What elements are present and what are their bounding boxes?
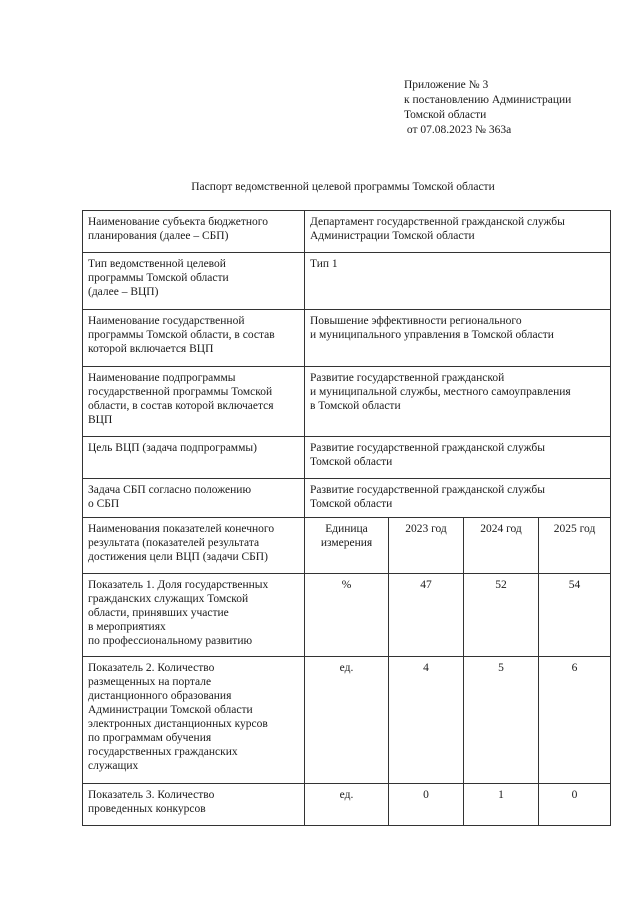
row-value: Развитие государственной гражданской и муниципальной службы, местного самоуправления в Томской области — [305, 367, 611, 437]
indicator-value-2025: 54 — [539, 574, 611, 657]
indicator-value-2023: 4 — [389, 657, 464, 784]
row-value: Развитие государственной гражданской службы Томской области — [305, 437, 611, 479]
indicator-value-2024: 5 — [464, 657, 539, 784]
row-label: Наименование субъекта бюджетного планирования (далее – СБП) — [83, 211, 305, 253]
table-row — [83, 479, 611, 518]
row-label: Наименование государственной программы Томской области, в состав которой включается ВЦП — [83, 310, 305, 367]
indicator-value-2025: 0 — [539, 784, 611, 826]
header-line-region: Томской области — [404, 109, 487, 121]
indicator-name: Показатель 3. Количество проведенных конкурсов — [83, 784, 305, 826]
indicator-header-row — [83, 518, 611, 574]
indicator-value-2023: 0 — [389, 784, 464, 826]
year-header-2024: 2024 год — [464, 518, 539, 574]
indicator-unit: % — [305, 574, 389, 657]
indicator-name: Показатель 2. Количество размещенных на портале дистанционного образования Администрации Томской области электронных дистанционных курсов по программам обучения государственных гражданских служащих — [83, 657, 305, 784]
indicator-name: Показатель 1. Доля государственных гражданских служащих Томской области, принявших участие в мероприятиях по профессиональному развитию — [83, 574, 305, 657]
indicator-value-2024: 1 — [464, 784, 539, 826]
indicator-row — [83, 574, 611, 657]
row-value: Повышение эффективности регионального и муниципального управления в Томской области — [305, 310, 611, 367]
indicator-value-2023: 47 — [389, 574, 464, 657]
indicator-header-label: Наименования показателей конечного результата (показателей результата достижения цели ВЦП (задачи СБП) — [83, 518, 305, 574]
table-row — [83, 253, 611, 310]
document-title: Паспорт ведомственной целевой программы Томской области — [191, 181, 495, 193]
header-line-resolution: к постановлению Администрации — [404, 94, 572, 106]
header-line-date-number: от 07.08.2023 № 363а — [404, 124, 512, 136]
table-row — [83, 310, 611, 367]
table-row — [83, 211, 611, 253]
row-label: Цель ВЦП (задача подпрограммы) — [83, 437, 305, 479]
indicator-unit: ед. — [305, 784, 389, 826]
table-row — [83, 437, 611, 479]
unit-header: Единица измерения — [305, 518, 389, 574]
indicator-row — [83, 657, 611, 784]
indicator-value-2025: 6 — [539, 657, 611, 784]
year-header-2025: 2025 год — [539, 518, 611, 574]
indicator-row — [83, 784, 611, 826]
row-label: Задача СБП согласно положению о СБП — [83, 479, 305, 518]
indicator-unit: ед. — [305, 657, 389, 784]
row-value: Тип 1 — [305, 253, 611, 310]
year-header-2023: 2023 год — [389, 518, 464, 574]
header-line-appendix: Приложение № 3 — [404, 79, 489, 91]
row-value: Развитие государственной гражданской службы Томской области — [305, 479, 611, 518]
document-header — [404, 78, 634, 138]
passport-table — [82, 210, 611, 826]
table-row — [83, 367, 611, 437]
indicator-value-2024: 52 — [464, 574, 539, 657]
row-value: Департамент государственной гражданской службы Администрации Томской области — [305, 211, 611, 253]
row-label: Тип ведомственной целевой программы Томской области (далее – ВЦП) — [83, 253, 305, 310]
row-label: Наименование подпрограммы государственной программы Томской области, в состав которой включается ВЦП — [83, 367, 305, 437]
